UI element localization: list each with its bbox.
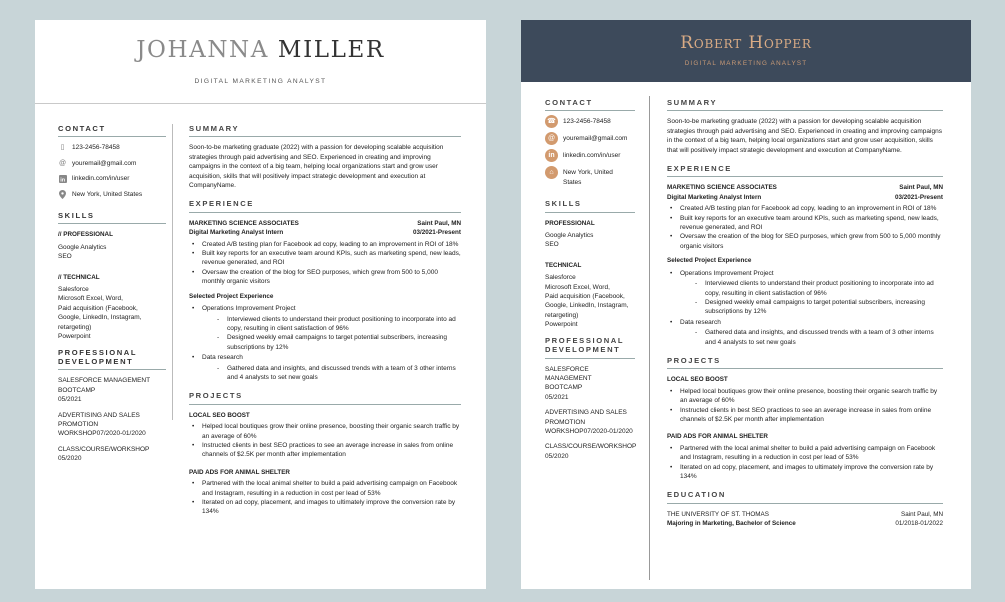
sidebar [58, 124, 166, 470]
summary-text: Soon-to-be marketing graduate (2022) with a passion for developing scalable acquisition strategies through paid advertising and SEO. Experienced in creating and improving campaigns in the context of a big team, helping local organizations start and grow user acquisition, skills that will positively impact strategic development and execution at CompanyName. [189, 144, 444, 190]
experience-bullets [189, 240, 461, 287]
school-row: THE UNIVERSITY OF ST. THOMAS Saint Paul, MN [667, 510, 943, 518]
contact-email: @ youremail@gmail.com [58, 159, 137, 167]
contact-location: New York, United States [58, 190, 166, 199]
list-item: • Oversaw the creation of the blog for SEO purposes, which grew from 500 to 5,000 monthly organic visitors [189, 268, 461, 287]
list-item: • Helped local boutiques grow their online presence, boosting their organic search traffic by an average of 60% [667, 387, 943, 406]
pd-item: CLASS/COURSE/WORKSHOP 05/2020 [545, 443, 637, 460]
pd-item: SALESFORCE MANAGEMENT BOOTCAMP 05/2021 [58, 377, 151, 404]
list-item: • Built key reports for an executive team around KPIs, such as marketing spend, new leads, revenue generated, and ROI [189, 249, 461, 268]
list-item: - Designed weekly email campaigns to target potential subscribers, increasing subscriptions by 12% [202, 333, 461, 352]
project-bullets [667, 444, 943, 482]
candidate-name: Robert Hopper [680, 33, 812, 53]
pd-item: ADVERTISING AND SALES PROMOTION WORKSHOP07/2020-01/2020 [58, 411, 146, 438]
contact-location: ⌂ New York, United States [545, 168, 635, 187]
skill-item: Microsoft Excel, Word, [58, 295, 123, 303]
list-item: • Data research - Gathered data and insights, and discussed trends with a team of 3 other interns and 4 analysts to set new goals [667, 318, 943, 347]
main-column [189, 124, 461, 520]
contact-phone: ▯ 123-2456-78458 [58, 143, 166, 152]
project-bullets [189, 422, 461, 460]
project-experience-list [189, 304, 461, 382]
contact-heading: CONTACT [58, 124, 166, 137]
summary-heading: SUMMARY [667, 98, 943, 111]
project-experience-list [667, 269, 943, 347]
list-item: • Helped local boutiques grow their online presence, boosting their organic search traffic by an average of 60% [189, 422, 461, 441]
location-pin-icon [58, 190, 67, 199]
candidate-title: DIGITAL MARKETING ANALYST [194, 78, 327, 85]
skill-item: Salesforce [58, 286, 89, 294]
skill-item: Google, LinkedIn, Instagram, [545, 302, 629, 310]
list-item: • Iterated on ad copy, placement, and images to ultimately improve the conversion rate by 134% [667, 463, 943, 482]
role-row: Digital Marketing Analyst Intern 03/2021-Present [667, 193, 943, 201]
project-title: PAID ADS FOR ANIMAL SHELTER [189, 468, 290, 476]
pd-item: CLASS/COURSE/WORKSHOP 05/2020 [58, 445, 150, 463]
skill-item: Salesforce [545, 274, 576, 282]
experience-heading: EXPERIENCE [667, 164, 943, 177]
column-divider [649, 96, 650, 580]
professional-skills-label: // PROFESSIONAL [58, 231, 113, 239]
summary-heading: SUMMARY [189, 124, 461, 137]
phone-icon: ☎ [545, 115, 558, 128]
list-item: - Designed weekly email campaigns to target potential subscribers, increasing subscriptions by 12% [680, 298, 943, 317]
project-title: LOCAL SEO BOOST [189, 411, 250, 419]
projects-heading: PROJECTS [667, 356, 943, 369]
skill-item: retargeting) [58, 323, 92, 331]
resume-header [521, 20, 971, 82]
at-icon: @ [545, 132, 558, 145]
skills-heading: SKILLS [58, 211, 166, 224]
contact-linkedin: in linkedin.com/in/user [59, 175, 130, 183]
skill-item: Powerpoint [545, 321, 578, 329]
pd-item: ADVERTISING AND SALES PROMOTION WORKSHOP07/2020-01/2020 [545, 409, 633, 435]
skill-item: Paid acquisition (Facebook, [545, 293, 625, 301]
skill-item: Google Analytics [58, 243, 107, 251]
list-item: • Instructed clients in best SEO practices to see an average increase in sales from online channels of $2.5K per month after implementation [189, 441, 461, 460]
list-item: • Data research - Gathered data and insights, and discussed trends with a team of 3 other interns and 4 analysts to set new goals [189, 353, 461, 382]
company-row: MARKETING SCIENCE ASSOCIATES Saint Paul, MN [667, 184, 943, 192]
company-row: MARKETING SCIENCE ASSOCIATES Saint Paul, MN [189, 219, 461, 227]
list-item: • Built key reports for an executive team around KPIs, such as marketing spend, new leads, revenue generated, and ROI [667, 214, 943, 233]
professional-development-heading: PROFESSIONAL DEVELOPMENT [58, 348, 166, 371]
list-item: • Partnered with the local animal shelter to build a paid advertising campaign on Facebook and Instagram, resulting in a reduction in cost per lead of 53% [189, 479, 461, 498]
list-item: • Iterated on ad copy, placement, and images to ultimately improve the conversion rate by 134% [189, 498, 461, 517]
degree-row: Majoring in Marketing, Bachelor of Science 01/2018-01/2022 [667, 520, 943, 528]
linkedin-icon [58, 174, 67, 183]
list-item: • Created A/B testing plan for Facebook ad copy, leading to an improvement in ROI of 18% [667, 204, 943, 213]
phone-icon: ▯ [60, 144, 65, 152]
experience-heading: EXPERIENCE [189, 199, 461, 212]
professional-development-heading: PROFESSIONAL DEVELOPMENT [545, 336, 635, 359]
list-item: • Instructed clients in best SEO practices to see an average increase in sales from online channels of $2.5K per month after implementation [667, 406, 943, 425]
contact-heading: CONTACT [545, 98, 635, 111]
main-column [667, 98, 943, 529]
project-title: LOCAL SEO BOOST [667, 376, 728, 384]
contact-linkedin: in linkedin.com/in/user [545, 151, 635, 162]
professional-skills-label: PROFESSIONAL [545, 219, 595, 227]
experience-bullets [667, 204, 943, 251]
list-item: - Gathered data and insights, and discussed trends with a team of 3 other interns and 4 analysts to set new goals [680, 328, 943, 347]
list-item: - Interviewed clients to understand their product positioning to incorporate into ad copy, resulting in client satisfaction of 96% [202, 315, 461, 334]
linkedin-icon: in [545, 149, 558, 162]
selected-project-label: Selected Project Experience [189, 292, 274, 300]
project-bullets [189, 479, 461, 517]
skill-item: SEO [58, 253, 72, 261]
education-heading: EDUCATION [667, 490, 943, 503]
skill-item: Google, LinkedIn, Instagram, [58, 314, 142, 322]
skills-heading: SKILLS [545, 199, 635, 212]
summary-text: Soon-to-be marketing graduate (2022) with a passion for developing scalable acquisition strategies through paid advertising and SEO. Experienced in creating and improving campaigns in the context of a big team, helping local organizations start and grow user acquisition, skills that will positively impact strategic development and execution at CompanyName. [667, 118, 942, 154]
home-icon: ⌂ [545, 166, 558, 179]
projects-heading: PROJECTS [189, 391, 461, 404]
list-item: - Interviewed clients to understand their product positioning to incorporate into ad copy, resulting in client satisfaction of 96% [680, 279, 943, 298]
skill-item: Microsoft Excel, Word, [545, 283, 610, 291]
selected-project-label: Selected Project Experience [667, 257, 752, 265]
resume-robert-hopper [521, 20, 971, 589]
list-item: • Oversaw the creation of the blog for SEO purposes, which grew from 500 to 5,000 monthly organic visitors [667, 232, 943, 251]
skill-item: Powerpoint [58, 333, 91, 341]
skill-item: retargeting) [545, 311, 579, 319]
list-item: - Gathered data and insights, and discussed trends with a team of 3 other interns and 4 analysts to set new goals [202, 364, 461, 383]
column-divider [172, 124, 173, 420]
candidate-name: JOHANNA MILLER [136, 37, 385, 63]
list-item: • Operations Improvement Project - Interviewed clients to understand their product positioning to incorporate into ad copy, resulting in client satisfaction of 96% - Designed weekly email campaigns to target potential subscribers, increasing subscriptions by 12% [667, 269, 943, 317]
list-item: • Operations Improvement Project - Interviewed clients to understand their product positioning to incorporate into ad copy, resulting in client satisfaction of 96% - Designed weekly email campaigns to target potential subscribers, increasing subscriptions by 12% [189, 304, 461, 352]
contact-phone: ☎ 123-2456-78458 [545, 117, 635, 128]
contact-email: @ youremail@gmail.com [545, 134, 635, 145]
at-icon: @ [58, 159, 67, 167]
svg-text:in: in [59, 177, 65, 183]
technical-skills-label: TECHNICAL [545, 261, 582, 269]
skill-item: Paid acquisition (Facebook, [58, 304, 138, 312]
skill-item: Google Analytics [545, 232, 594, 240]
project-title: PAID ADS FOR ANIMAL SHELTER [667, 433, 768, 441]
skill-item: SEO [545, 241, 559, 249]
list-item: • Created A/B testing plan for Facebook ad copy, leading to an improvement in ROI of 18% [189, 240, 461, 249]
sidebar [545, 98, 635, 467]
pd-item: SALESFORCE MANAGEMENT BOOTCAMP 05/2021 [545, 365, 592, 401]
technical-skills-label: // TECHNICAL [58, 273, 100, 281]
resume-johanna-miller [35, 20, 486, 589]
list-item: • Partnered with the local animal shelter to build a paid advertising campaign on Facebook and Instagram, resulting in a reduction in cost per lead of 53% [667, 444, 943, 463]
project-bullets [667, 387, 943, 425]
role-row: Digital Marketing Analyst Intern 03/2021-Present [189, 229, 461, 237]
candidate-title: DIGITAL MARKETING ANALYST [684, 60, 808, 67]
resume-header [35, 20, 486, 104]
